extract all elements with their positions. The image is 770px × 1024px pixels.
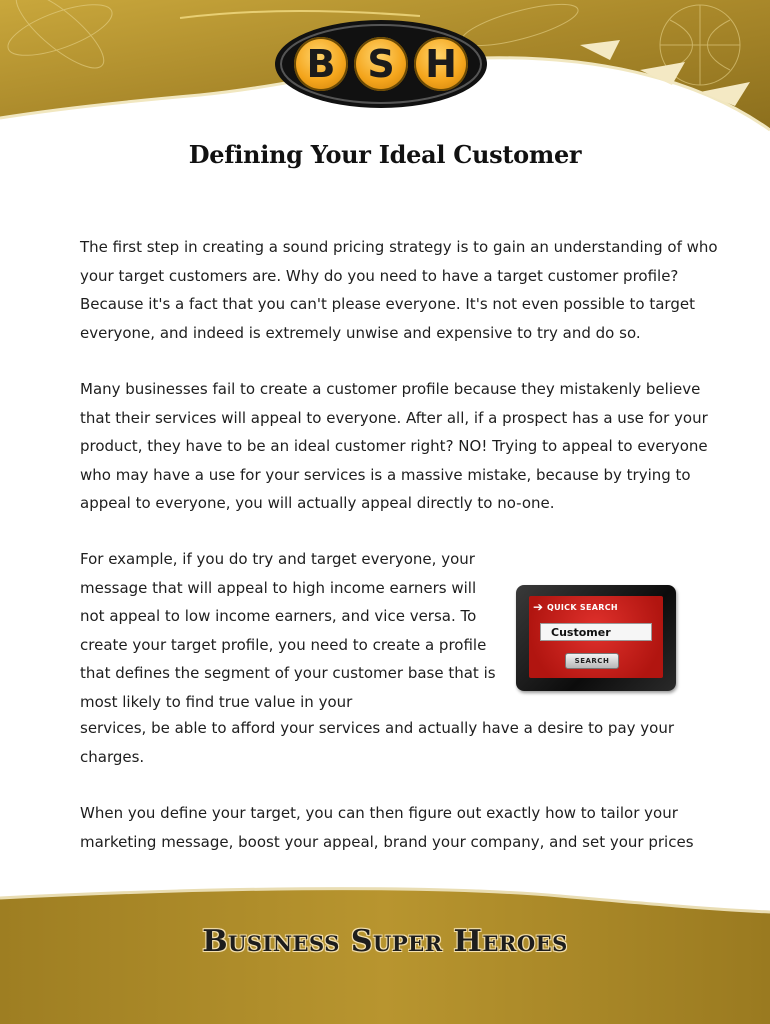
quick-search-label: QUICK SEARCH (547, 603, 618, 612)
page-footer (0, 880, 770, 1024)
tablet-screen (529, 596, 663, 678)
logo-letter-s: S (354, 37, 408, 91)
paragraph-4: When you define your target, you can then figure out exactly how to tailor your marketing message, boost your appeal, brand your company, and set your prices (80, 804, 694, 851)
bsh-logo (274, 18, 488, 110)
arrow-right-icon: ➔ (533, 600, 544, 614)
paragraph-2: Many businesses fail to create a customer profile because they mistakenly believe that their services will appeal to everyone. After all, if a prospect has a use for your product, they have to be an ideal customer right? NO! Trying to appeal to everyone who may have a use for your services is a massive mistake, because by trying to appeal to everyone, you will actually appeal directly to no-one. (80, 380, 708, 512)
logo-letters (274, 18, 488, 110)
page-header (0, 0, 770, 135)
logo-letter-b: B (294, 37, 348, 91)
search-field-image: Customer (540, 623, 652, 641)
paragraph-3-part-1: For example, if you do try and target everyone, your message that will appeal to high income earners will not appeal to low income earners, and vice versa. To create your target profile, you need to create a profile that defines the segment of your customer base that is most likely to find true value in your (80, 550, 496, 711)
paragraph-1: The first step in creating a sound pricing strategy is to gain an understanding of who your target customers are. Why do you need to have a target customer profile? Because it's a fact that you can't please everyone. It's not even possible to target everyone, and indeed is extremely unwise and expensive to try and do so. (80, 238, 718, 342)
page-title: Defining Your Ideal Customer (188, 140, 582, 169)
footer-brand-name: Business Super Heroes (202, 924, 568, 959)
paragraph-3-part-2: services, be able to afford your services and actually have a desire to pay your charges. (80, 719, 675, 766)
logo-letter-h: H (414, 37, 468, 91)
customer-search-image (516, 585, 676, 691)
search-button-image: SEARCH (565, 653, 619, 669)
